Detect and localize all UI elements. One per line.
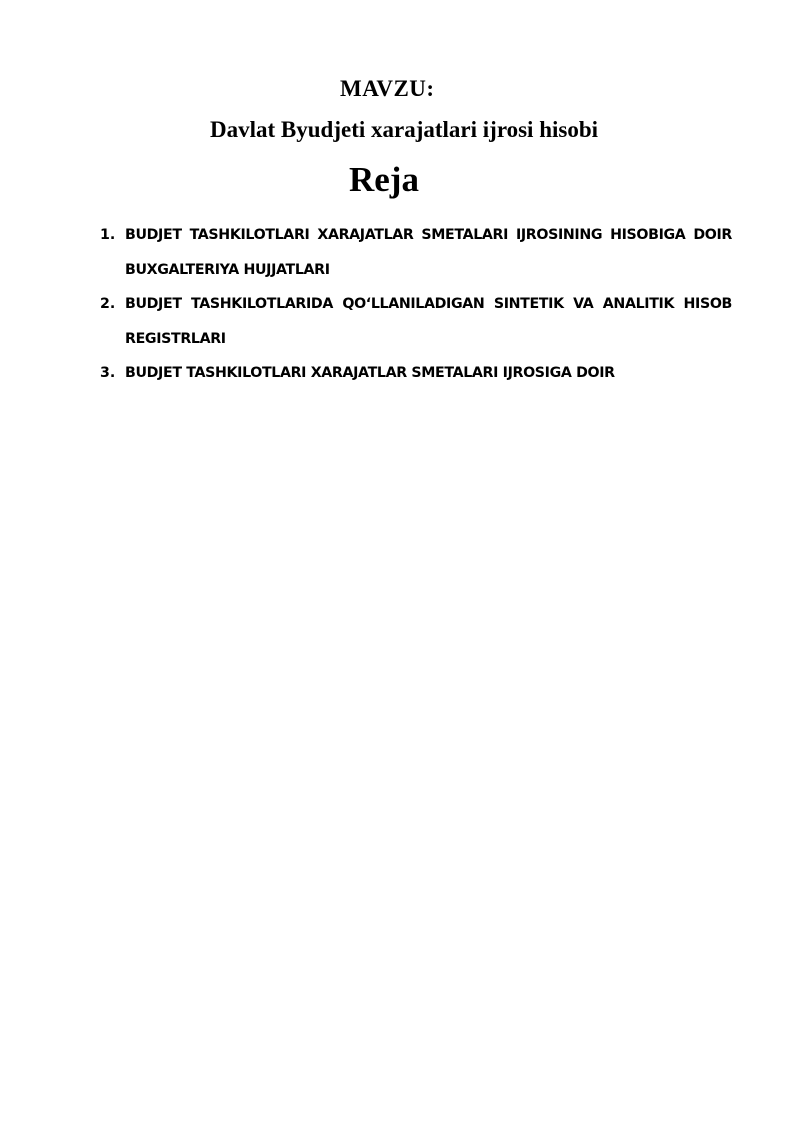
plan-item-number: 1. [100,227,116,243]
topic-label: MAVZU: [340,76,435,101]
plan-list [100,218,732,391]
plan-item-3 [100,356,732,391]
plan-item-number: 2. [100,296,116,312]
plan-item-text: BUDJET TASHKILOTLARI XARAJATLAR SMETALARI IJROSINING HISOBIGA DOIR BUXGALTERIYA HUJJATLARI [125,227,732,278]
plan-item-2 [100,287,732,356]
plan-item-text: BUDJET TASHKILOTLARIDA QO‘LLANILADIGAN SINTETIK VA ANALITIK HISOB REGISTRLARI [125,296,732,347]
plan-item-text: BUDJET TASHKILOTLARI XARAJATLAR SMETALARI IJROSIGA DOIR [125,365,615,381]
plan-heading: Reja [349,160,419,199]
plan-item-number: 3. [100,365,116,381]
plan-item-1 [100,218,732,287]
document-subtitle: Davlat Byudjeti xarajatlari ijrosi hisobi [210,117,599,142]
